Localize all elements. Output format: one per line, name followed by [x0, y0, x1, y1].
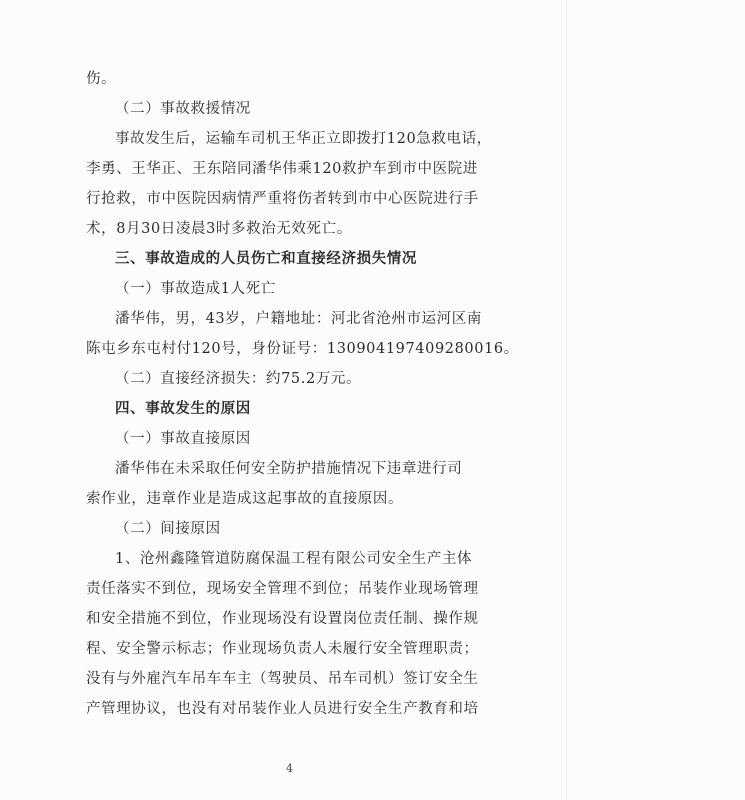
text-line: 程、安全警示标志；作业现场负责人未履行安全管理职责； [86, 641, 479, 657]
text-line: 索作业，违章作业是造成这起事故的直接原因。 [86, 491, 404, 507]
section-heading: 三、事故造成的人员伤亡和直接经济损失情况 [115, 251, 417, 267]
text-line: 和安全措施不到位，作业现场没有设置岗位责任制、操作规 [86, 611, 479, 627]
text-line: （二）事故救援情况 [115, 101, 251, 117]
text-line: （一）事故直接原因 [115, 431, 251, 447]
document-body [86, 64, 519, 724]
text-line: 李勇、王华正、王东陪同潘华伟乘120救护车到市中医院进 [86, 161, 478, 177]
text-line: （二）间接原因 [115, 521, 221, 537]
text-line: 事故发生后，运输车司机王华正立即拨打120急救电话， [115, 131, 492, 147]
text-line: 潘华伟，男，43岁，户籍地址：河北省沧州市运河区南 [115, 311, 482, 327]
text-line: 没有与外雇汽车吊车车主（驾驶员、吊车司机）签订安全生 [86, 671, 479, 687]
page-fold-line [566, 0, 567, 800]
text-line: （二）直接经济损失：约75.2万元。 [115, 371, 362, 387]
text-line: 潘华伟在未采取任何安全防护措施情况下违章进行司 [115, 461, 463, 477]
section-heading: 四、事故发生的原因 [115, 401, 251, 417]
page-number: 4 [286, 762, 293, 775]
text-line: 伤。 [86, 71, 117, 87]
text-line: 产管理协议，也没有对吊装作业人员进行安全生产教育和培 [86, 701, 479, 717]
text-line: 责任落实不到位，现场安全管理不到位；吊装作业现场管理 [86, 581, 479, 597]
text-line: 术，8月30日凌晨3时多救治无效死亡。 [86, 221, 352, 237]
text-line: 行抢救，市中医院因病情严重将伤者转到市中心医院进行手 [86, 191, 479, 207]
text-line: 1、沧州鑫隆管道防腐保温工程有限公司安全生产主体 [115, 551, 473, 567]
text-line: （一）事故造成1人死亡 [115, 281, 276, 297]
text-line: 陈屯乡东屯村付120号，身份证号：130904197409280016。 [86, 341, 519, 357]
